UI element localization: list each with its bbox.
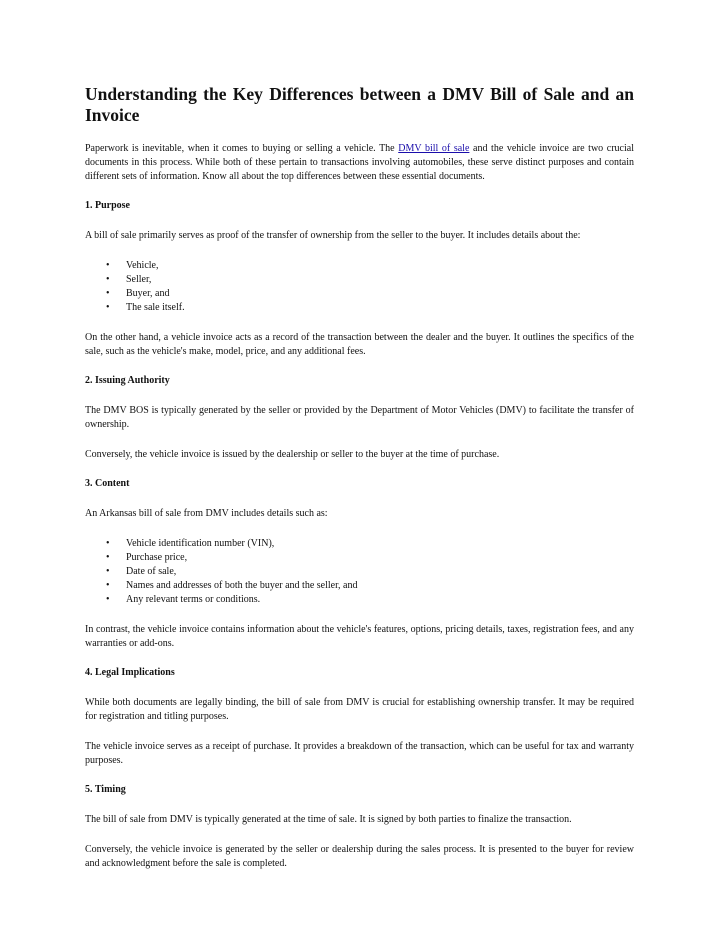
section-heading-issuing-authority: 2. Issuing Authority <box>85 375 170 386</box>
bullet-icon: • <box>106 566 110 577</box>
legal-paragraph-1: While both documents are legally binding, the bill of sale from DMV is crucial for establishing ownership transfer. It may be required for registration and titling purposes. <box>85 697 634 722</box>
list-item: • Buyer, and <box>106 288 170 299</box>
intro-paragraph <box>85 142 634 184</box>
list-item: • Any relevant terms or conditions. <box>106 594 261 605</box>
bullet-icon: • <box>106 538 110 549</box>
list-item: • Purchase price, <box>106 552 188 563</box>
dmv-bill-of-sale-link[interactable]: DMV bill of sale <box>398 143 470 154</box>
list-item: • Vehicle identification number (VIN), <box>106 538 275 549</box>
purpose-paragraph-1: A bill of sale primarily serves as proof of the transfer of ownership from the seller to the buyer. It includes details about the: <box>85 230 581 241</box>
list-item: • The sale itself. <box>106 302 185 313</box>
bullet-icon: • <box>106 260 110 271</box>
bullet-icon: • <box>106 552 110 563</box>
section-heading-legal-implications: 4. Legal Implications <box>85 667 175 678</box>
list-item: • Seller, <box>106 274 152 285</box>
issuing-paragraph-2: Conversely, the vehicle invoice is issued by the dealership or seller to the buyer at the time of purchase. <box>85 449 500 460</box>
bullet-icon: • <box>106 302 110 313</box>
bullet-icon: • <box>106 594 110 605</box>
section-heading-content: 3. Content <box>85 478 130 489</box>
intro-text-after-link: and the vehicle invoice are two crucial documents in this process. While both of these pertain to transactions involving automobiles, these serve distinct purposes and contain different sets of information. Know all about the top differences between these essential documents. <box>85 143 634 182</box>
list-item: • Date of sale, <box>106 566 177 577</box>
content-paragraph-1: An Arkansas bill of sale from DMV includes details such as: <box>85 508 328 519</box>
page-title: Understanding the Key Differences between a DMV Bill of Sale and an Invoice <box>85 84 634 125</box>
bullet-icon: • <box>106 580 110 591</box>
timing-paragraph-1: The bill of sale from DMV is typically generated at the time of sale. It is signed by both parties to finalize the transaction. <box>85 814 572 825</box>
content-list <box>85 537 634 607</box>
legal-paragraph-2: The vehicle invoice serves as a receipt of purchase. It provides a breakdown of the transaction, which can be useful for tax and warranty purposes. <box>85 741 634 766</box>
purpose-list <box>85 259 634 315</box>
content-paragraph-2: In contrast, the vehicle invoice contains information about the vehicle's features, options, pricing details, taxes, registration fees, and any warranties or add-ons. <box>85 624 634 649</box>
section-heading-timing: 5. Timing <box>85 784 126 795</box>
bullet-icon: • <box>106 274 110 285</box>
section-heading-purpose: 1. Purpose <box>85 200 130 211</box>
bullet-icon: • <box>106 288 110 299</box>
purpose-paragraph-2: On the other hand, a vehicle invoice acts as a record of the transaction between the dealer and the buyer. It outlines the specifics of the sale, such as the vehicle's make, model, price, and any additional fees. <box>85 332 634 357</box>
intro-text-before-link: Paperwork is inevitable, when it comes to buying or selling a vehicle. The <box>85 143 399 154</box>
list-item: • Vehicle, <box>106 260 159 271</box>
timing-paragraph-2: Conversely, the vehicle invoice is generated by the seller or dealership during the sales process. It is presented to the buyer for review and acknowledgment before the sale is completed. <box>85 844 634 869</box>
issuing-paragraph-1: The DMV BOS is typically generated by the seller or provided by the Department of Motor Vehicles (DMV) to facilitate the transfer of ownership. <box>85 405 634 430</box>
document-page <box>85 84 634 871</box>
list-item: • Names and addresses of both the buyer and the seller, and <box>106 580 358 591</box>
